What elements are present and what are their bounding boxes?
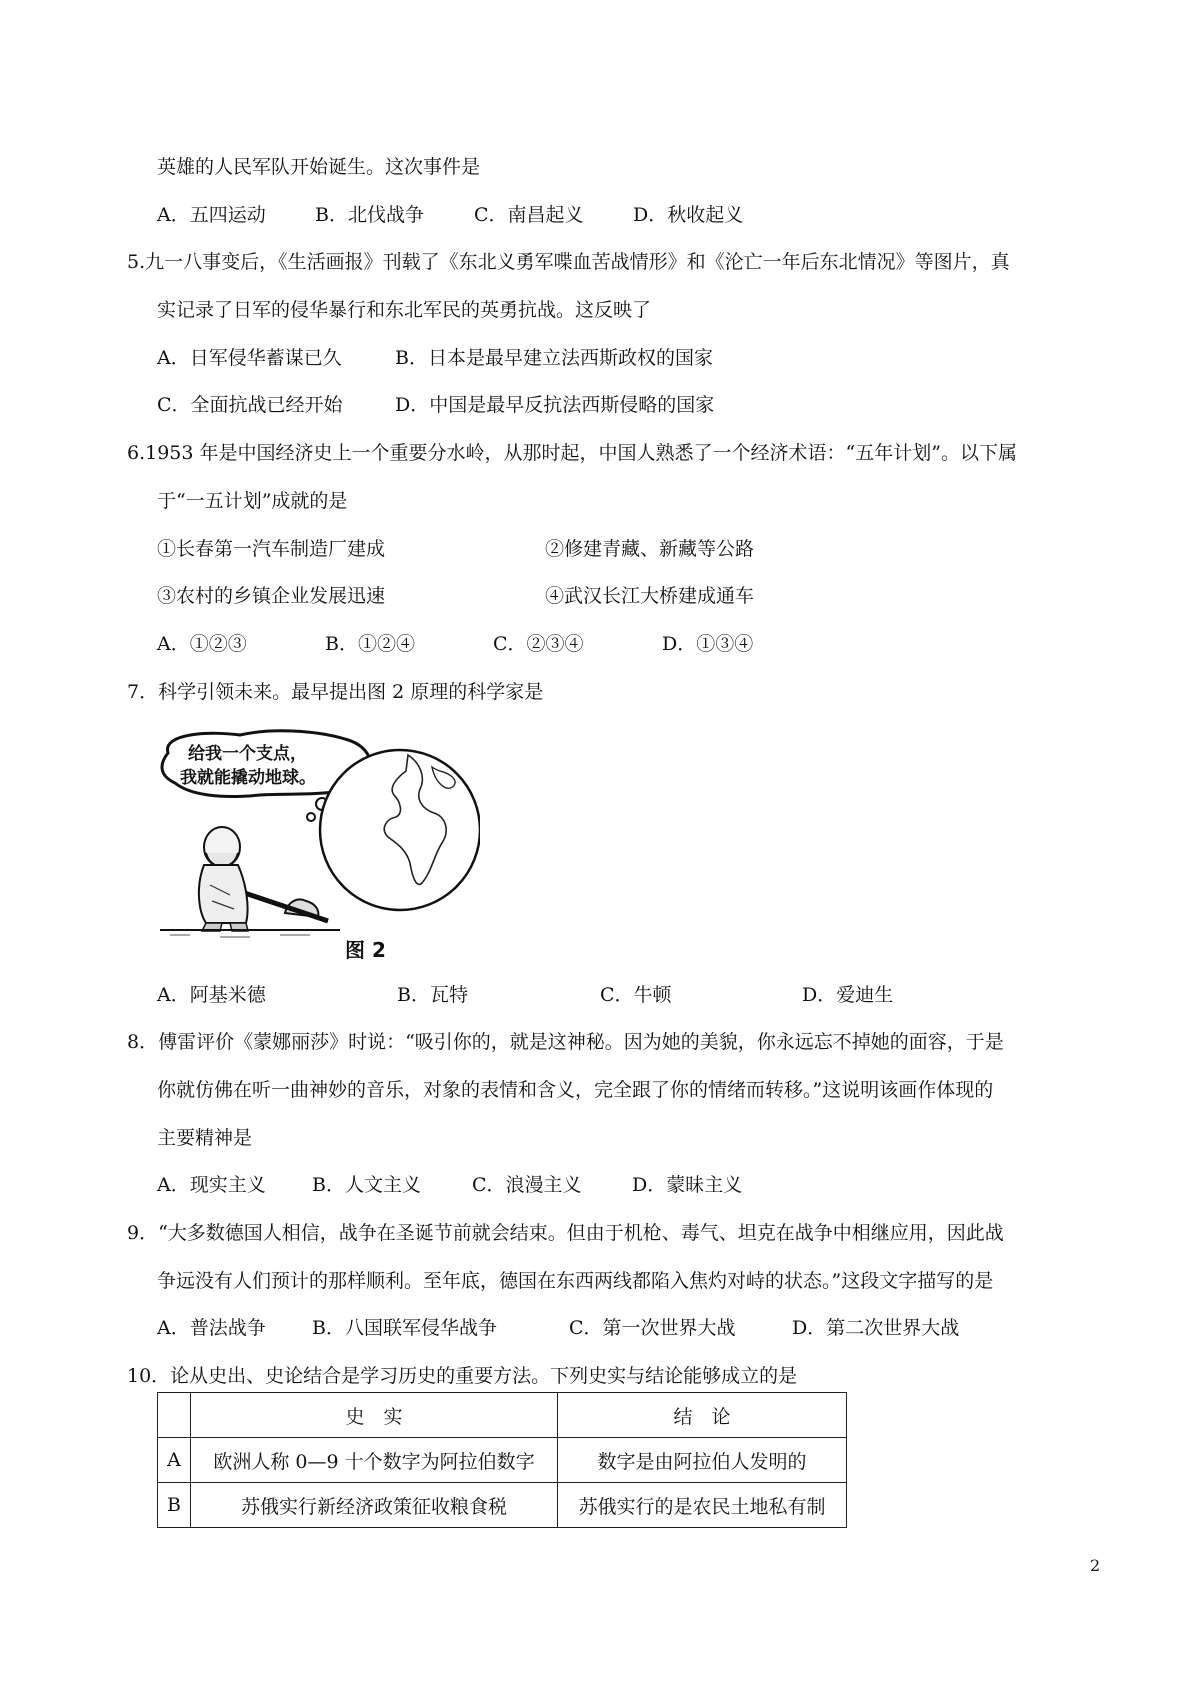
table-header-blank — [158, 1393, 191, 1438]
q9-text-line1: 9．“大多数德国人相信，战争在圣诞节前就会结束。但由于机枪、毒气、坦克在战争中相继应用，因此战 — [127, 1222, 1004, 1244]
q9-option-a[interactable]: A．普法战争 — [157, 1317, 266, 1339]
q6-option-a[interactable]: A．①②③ — [157, 633, 247, 655]
q9-text-line2: 争远没有人们预计的那样顺利。至年底，德国在东西两线都陷入焦灼对峙的状态。”这段文字描写的是 — [157, 1270, 994, 1292]
q9-option-d[interactable]: D．第二次世界大战 — [792, 1317, 960, 1339]
q10-text-line1: 10．论从史出、史论结合是学习历史的重要方法。下列史实与结论能够成立的是 — [127, 1365, 798, 1387]
bubble-dot-2 — [307, 813, 315, 821]
speech-text-line1: 给我一个支点， — [188, 744, 307, 764]
q8-option-d[interactable]: D．蒙昧主义 — [632, 1174, 743, 1196]
q5-option-a[interactable]: A．日军侵华蓄谋已久 — [157, 347, 342, 369]
table-row[interactable] — [158, 1438, 847, 1483]
q9-option-b[interactable]: B．八国联军侵华战争 — [312, 1317, 497, 1339]
q6-item-3: ③农村的乡镇企业发展迅速 — [157, 585, 386, 607]
q6-text-line2: 于“一五计划”成就的是 — [157, 490, 348, 512]
q6-item-1: ①长春第一汽车制造厂建成 — [157, 538, 386, 560]
q6-item-2: ②修建青藏、新藏等公路 — [545, 538, 755, 560]
table-cell-fact: 苏俄实行新经济政策征收粮食税 — [191, 1483, 558, 1528]
table-cell-conclusion: 数字是由阿拉伯人发明的 — [558, 1438, 847, 1483]
page-number: 2 — [1090, 1556, 1101, 1575]
q8-option-c[interactable]: C．浪漫主义 — [472, 1174, 582, 1196]
q4-option-d[interactable]: D．秋收起义 — [633, 204, 744, 226]
q6-option-d[interactable]: D．①③④ — [662, 633, 754, 655]
q7-option-d[interactable]: D．爱迪生 — [802, 984, 894, 1006]
table-header-row — [158, 1393, 847, 1438]
q5-text-line1: 5.九一八事变后，《生活画报》刊载了《东北义勇军喋血苦战情形》和《沦亡一年后东北情况》等图片，真 — [127, 251, 1010, 273]
speech-text-line2: 我就能撬动地球。 — [180, 768, 316, 788]
history-fact-table — [157, 1392, 847, 1528]
q5-option-b[interactable]: B．日本是最早建立法西斯政权的国家 — [395, 347, 713, 369]
figure-caption: 图 2 — [345, 938, 386, 960]
table-cell-fact: 欧洲人称 0—9 十个数字为阿拉伯数字 — [191, 1438, 558, 1483]
q5-option-d[interactable]: D．中国是最早反抗法西斯侵略的国家 — [395, 394, 715, 416]
q7-text-line1: 7．科学引领未来。最早提出图 2 原理的科学家是 — [127, 681, 544, 703]
q5-option-c[interactable]: C．全面抗战已经开始 — [157, 394, 343, 416]
q7-option-a[interactable]: A．阿基米德 — [157, 984, 266, 1006]
q8-text-line3: 主要精神是 — [157, 1127, 253, 1149]
table-header-conclusion: 结 论 — [558, 1393, 847, 1438]
q8-option-a[interactable]: A．现实主义 — [157, 1174, 266, 1196]
q6-option-b[interactable]: B．①②④ — [325, 633, 415, 655]
archimedes-figure — [199, 827, 248, 931]
table-header-fact: 史 实 — [191, 1393, 558, 1438]
q8-text-line2: 你就仿佛在听一曲神妙的音乐，对象的表情和含义，完全跟了你的情绪而转移。”这说明该画作体现的 — [157, 1079, 994, 1101]
q6-option-c[interactable]: C．②③④ — [493, 633, 584, 655]
q7-option-c[interactable]: C．牛顿 — [600, 984, 672, 1006]
q6-item-4: ④武汉长江大桥建成通车 — [545, 585, 755, 607]
q9-option-c[interactable]: C．第一次世界大战 — [569, 1317, 736, 1339]
figure-archimedes-lever — [150, 725, 480, 960]
table-row-label: A — [158, 1438, 191, 1483]
q4-text: 英雄的人民军队开始诞生。这次事件是 — [157, 156, 481, 178]
q8-text-line1: 8．傅雷评价《蒙娜丽莎》时说：“吸引你的，就是这神秘。因为她的美貌，你永远忘不掉她的面容，于是 — [127, 1031, 1004, 1053]
q4-option-a[interactable]: A．五四运动 — [157, 204, 266, 226]
q4-option-b[interactable]: B．北伐战争 — [315, 204, 424, 226]
q4-option-c[interactable]: C．南昌起义 — [474, 204, 584, 226]
q7-option-b[interactable]: B．瓦特 — [397, 984, 468, 1006]
table-row[interactable] — [158, 1483, 847, 1528]
q6-text-line1: 6.1953 年是中国经济史上一个重要分水岭，从那时起，中国人熟悉了一个经济术语：“五年计划”。以下属 — [127, 442, 1017, 464]
q5-text-line2: 实记录了日军的侵华暴行和东北军民的英勇抗战。这反映了 — [157, 299, 652, 321]
table-row-label: B — [158, 1483, 191, 1528]
table-cell-conclusion: 苏俄实行的是农民土地私有制 — [558, 1483, 847, 1528]
q8-option-b[interactable]: B．人文主义 — [312, 1174, 421, 1196]
globe-icon — [320, 750, 480, 910]
figure-illustration — [150, 725, 480, 960]
